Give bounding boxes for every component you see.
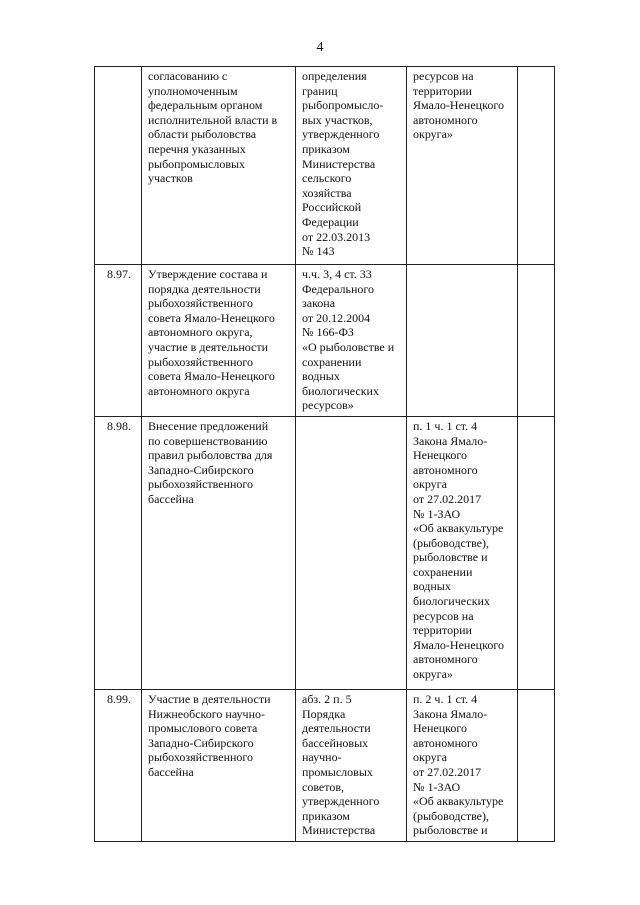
power-name-cell: Участие в деятельности Нижнеобского научно- промыслового совета Западно-Сибирского рыбохозяйственного бассейна <box>142 689 296 841</box>
regional-basis-cell: п. 1 ч. 1 ст. 4 Закона Ямало- Ненецкого автономного округа от 27.02.2017 № 1-ЗАО «Об аквакультуре (рыбоводстве), рыболовстве и сохранении водных биологических ресурсов на территории Ямало-Ненецкого автономного округа» <box>407 416 518 689</box>
note-cell <box>518 67 555 265</box>
note-cell <box>518 689 555 841</box>
federal-basis-cell: ч.ч. 3, 4 ст. 33 Федерального закона от 20.12.2004 № 166-ФЗ «О рыболовстве и сохранении водных биологических ресурсов» <box>296 265 407 417</box>
row-number-cell: 8.97. <box>95 265 142 417</box>
row-number-cell: 8.99. <box>95 689 142 841</box>
table-row <box>95 67 555 265</box>
note-cell <box>518 416 555 689</box>
note-cell <box>518 265 555 417</box>
table-row <box>95 416 555 689</box>
power-name-cell: Внесение предложений по совершенствованию правил рыболовства для Западно-Сибирского рыбохозяйственного бассейна <box>142 416 296 689</box>
page-number: 4 <box>316 40 324 55</box>
regional-basis-cell: п. 2 ч. 1 ст. 4 Закона Ямало- Ненецкого автономного округа от 27.02.2017 № 1-ЗАО «Об аквакультуре (рыбоводстве), рыболовстве и <box>407 689 518 841</box>
power-name-cell: согласованию с уполномоченным федеральным органом исполнительной власти в области рыболовства перечня указанных рыбопромысловых участков <box>142 67 296 265</box>
federal-basis-cell <box>296 416 407 689</box>
power-name-cell: Утверждение состава и порядка деятельности рыбохозяйственного совета Ямало-Ненецкого автономного округа, участие в деятельности рыбохозяйственного совета Ямало-Ненецкого автономного округа <box>142 265 296 417</box>
powers-table <box>94 66 555 842</box>
federal-basis-cell: абз. 2 п. 5 Порядка деятельности бассейновых научно- промысловых советов, утвержденного приказом Министерства <box>296 689 407 841</box>
federal-basis-cell: определения границ рыбопромысло- вых участков, утвержденного приказом Министерства сельского хозяйства Российской Федерации от 22.03.2013 № 143 <box>296 67 407 265</box>
table-row <box>95 265 555 417</box>
row-number-cell: 8.98. <box>95 416 142 689</box>
table-row <box>95 689 555 841</box>
regional-basis-cell: ресурсов на территории Ямало-Ненецкого автономного округа» <box>407 67 518 265</box>
regional-basis-cell <box>407 265 518 417</box>
row-number-cell <box>95 67 142 265</box>
